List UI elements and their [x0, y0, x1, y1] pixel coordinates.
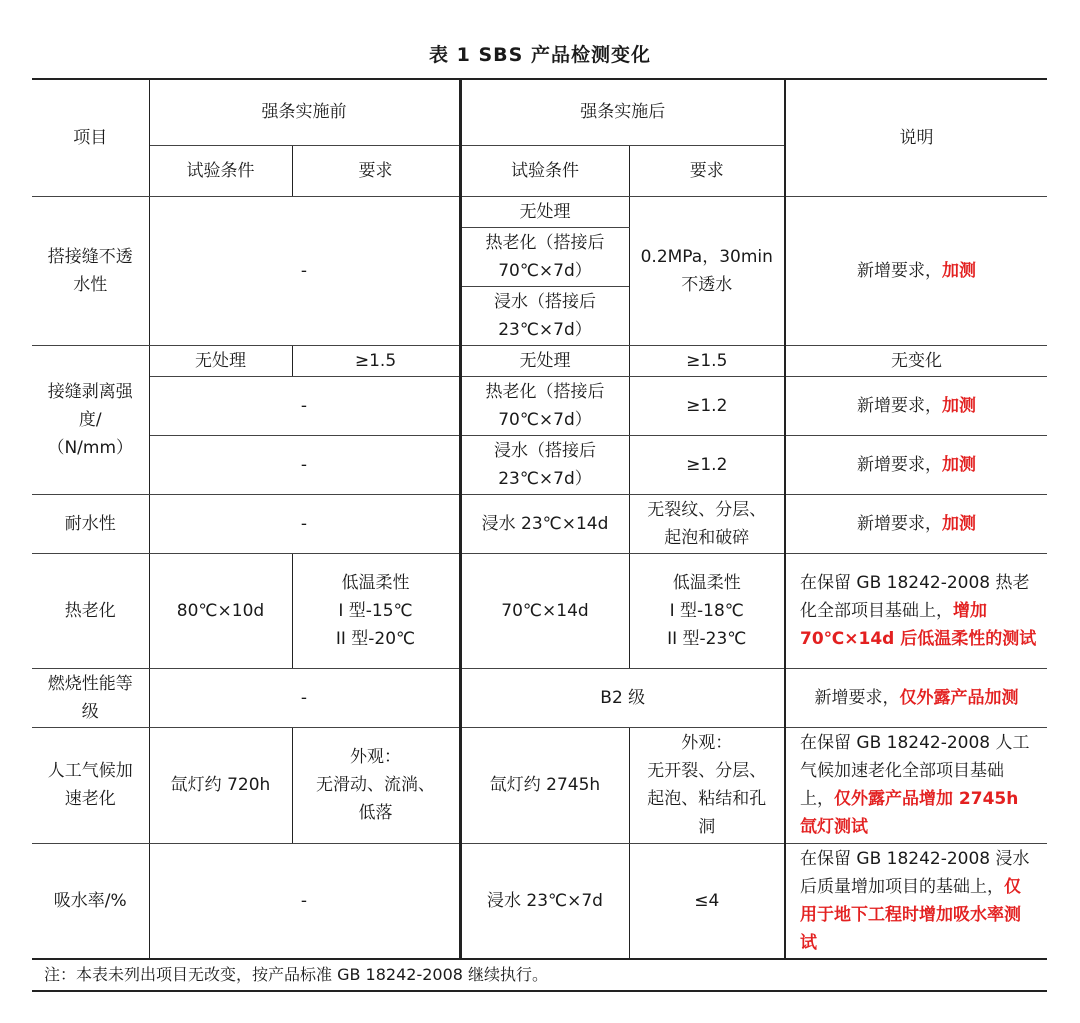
row-item-peel-strength: 接缝剥离强 度/ （N/mm）: [32, 345, 149, 494]
after-condition-cell: 浸水 23℃×14d: [460, 494, 629, 553]
after-requirement-cell: 低温柔性 I 型-18℃ II 型-23℃: [629, 553, 785, 668]
table-row: [32, 494, 1047, 553]
after-condition-cell: 浸水 23℃×7d: [460, 843, 629, 959]
table-row: [32, 435, 1047, 494]
after-condition-cell: 浸水（搭接后 23℃×7d）: [460, 435, 629, 494]
row-after-value: B2 级: [460, 668, 785, 727]
after-condition-cell: 热老化（搭接后 70℃×7d）: [460, 376, 629, 435]
row-item-lap-seam: 搭接缝不透 水性: [32, 196, 149, 345]
after-requirement-cell: ≤4: [629, 843, 785, 959]
table-row: [32, 727, 1047, 843]
note-cell: 在保留 GB 18242-2008 人工气候加速老化全部项目基础上，仅外露产品增加 2745h 氙灯测试: [785, 727, 1047, 843]
table-title: 表 1 SBS 产品检测变化: [429, 44, 651, 66]
table-row: [32, 843, 1047, 959]
note-cell: 新增要求，加测: [785, 435, 1047, 494]
table-row: [32, 376, 1047, 435]
row-item-water-absorption: 吸水率/%: [32, 843, 149, 959]
after-condition-cell: 无处理: [460, 345, 629, 376]
header-after: 强条实施后: [460, 79, 785, 145]
after-requirement-cell: 无裂纹、分层、 起泡和破碎: [629, 494, 785, 553]
after-requirement-cell: 0.2MPa，30min 不透水: [629, 196, 785, 345]
after-condition-cell: 70℃×14d: [460, 553, 629, 668]
after-condition-cell: 浸水（搭接后 23℃×7d）: [460, 286, 629, 345]
row-item-heat-aging: 热老化: [32, 553, 149, 668]
row-before-value: -: [149, 196, 460, 345]
row-before-value: -: [149, 494, 460, 553]
after-requirement-cell: ≥1.2: [629, 376, 785, 435]
row-before-value: -: [149, 668, 460, 727]
header-before-condition: 试验条件: [149, 145, 292, 196]
after-condition-cell: 无处理: [460, 196, 629, 227]
row-item-water-resistance: 耐水性: [32, 494, 149, 553]
table-row: [32, 668, 1047, 727]
after-requirement-cell: ≥1.2: [629, 435, 785, 494]
before-condition-cell: 80℃×10d: [149, 553, 292, 668]
header-note: 说明: [785, 79, 1047, 196]
footnote-row: [32, 959, 1047, 991]
row-before-value: -: [149, 435, 460, 494]
header-before: 强条实施前: [149, 79, 460, 145]
footnote: 注：本表未列出项目无改变，按产品标准 GB 18242-2008 继续执行。: [32, 959, 1047, 991]
note-cell: 在保留 GB 18242-2008 浸水后质量增加项目的基础上，仅用于地下工程时增加吸水率测试: [785, 843, 1047, 959]
after-requirement-cell: ≥1.5: [629, 345, 785, 376]
note-cell: 无变化: [785, 345, 1047, 376]
row-before-value: -: [149, 843, 460, 959]
before-requirement-cell: 外观： 无滑动、流淌、 低落: [292, 727, 460, 843]
table-row: [32, 553, 1047, 668]
before-condition-cell: 氙灯约 720h: [149, 727, 292, 843]
table-row: [32, 345, 1047, 376]
header-after-condition: 试验条件: [460, 145, 629, 196]
sbs-comparison-table: [32, 78, 1047, 992]
row-before-value: -: [149, 376, 460, 435]
row-item-fire-rating: 燃烧性能等 级: [32, 668, 149, 727]
note-cell: 在保留 GB 18242-2008 热老化全部项目基础上，增加 70℃×14d 后低温柔性的测试: [785, 553, 1047, 668]
header-before-requirement: 要求: [292, 145, 460, 196]
table-row: [32, 196, 1047, 227]
note-cell: 新增要求，加测: [785, 376, 1047, 435]
before-requirement-cell: 低温柔性 I 型-15℃ II 型-20℃: [292, 553, 460, 668]
note-cell: 新增要求，加测: [785, 196, 1047, 345]
header-row-1: [32, 79, 1047, 145]
before-requirement-cell: ≥1.5: [292, 345, 460, 376]
row-item-weathering: 人工气候加 速老化: [32, 727, 149, 843]
after-condition-cell: 氙灯约 2745h: [460, 727, 629, 843]
before-condition-cell: 无处理: [149, 345, 292, 376]
after-condition-cell: 热老化（搭接后 70℃×7d）: [460, 227, 629, 286]
note-cell: 新增要求，加测: [785, 494, 1047, 553]
note-cell: 新增要求，仅外露产品加测: [785, 668, 1047, 727]
header-after-requirement: 要求: [629, 145, 785, 196]
header-item: 项目: [32, 79, 149, 196]
after-requirement-cell: 外观： 无开裂、分层、 起泡、粘结和孔 洞: [629, 727, 785, 843]
